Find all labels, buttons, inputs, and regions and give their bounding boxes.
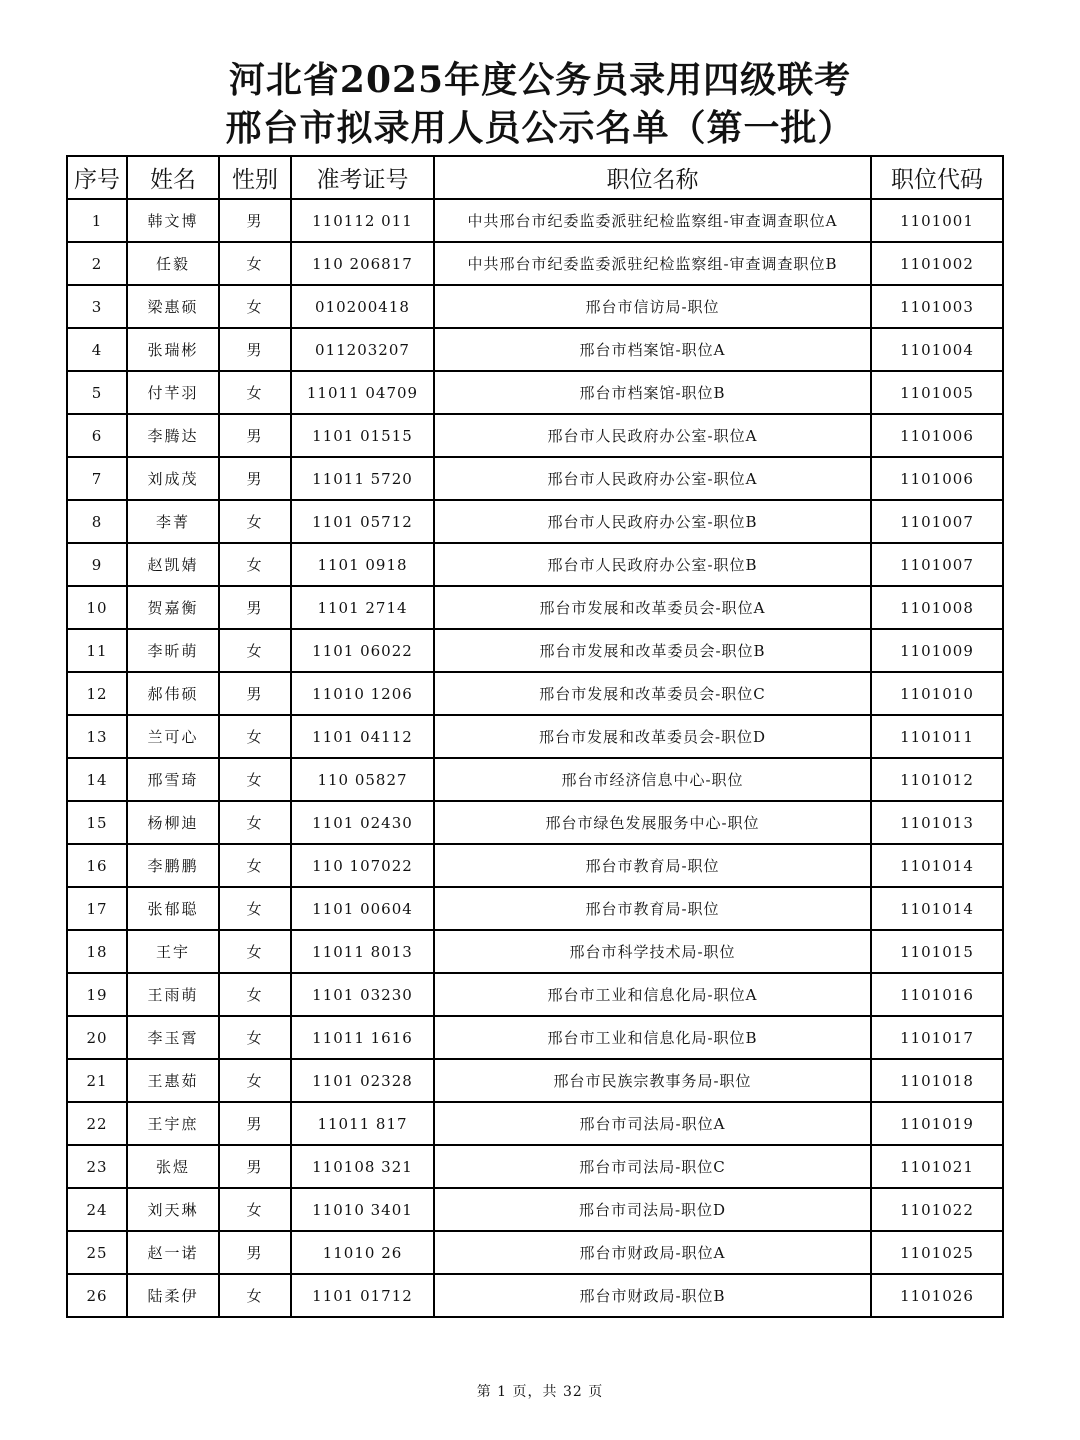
cell-position-code: 1101007 xyxy=(871,543,1003,586)
cell-serial-number: 15 xyxy=(67,801,127,844)
cell-serial-number: 22 xyxy=(67,1102,127,1145)
cell-gender: 女 xyxy=(219,758,291,801)
cell-position-code: 1101003 xyxy=(871,285,1003,328)
cell-gender: 男 xyxy=(219,457,291,500)
cell-position-name: 邢台市人民政府办公室-职位A xyxy=(434,457,871,500)
document-title-line-2: 邢台市拟录用人员公示名单（第一批） xyxy=(225,107,855,149)
cell-name: 李腾达 xyxy=(127,414,219,457)
cell-ticket-number: 11011 8013 xyxy=(291,930,434,973)
cell-ticket-number: 010200418 xyxy=(291,285,434,328)
applicant-table xyxy=(66,155,1004,1318)
cell-ticket-number: 11010 26 xyxy=(291,1231,434,1274)
table-row xyxy=(67,1102,1003,1145)
cell-serial-number: 8 xyxy=(67,500,127,543)
cell-position-code: 1101025 xyxy=(871,1231,1003,1274)
cell-position-code: 1101015 xyxy=(871,930,1003,973)
cell-position-name: 邢台市教育局-职位 xyxy=(434,844,871,887)
cell-ticket-number: 1101 04112 xyxy=(291,715,434,758)
cell-ticket-number: 1101 0918 xyxy=(291,543,434,586)
cell-position-name: 邢台市科学技术局-职位 xyxy=(434,930,871,973)
cell-position-name: 中共邢台市纪委监委派驻纪检监察组-审查调查职位B xyxy=(434,242,871,285)
cell-gender: 女 xyxy=(219,500,291,543)
cell-position-code: 1101014 xyxy=(871,844,1003,887)
cell-name: 邢雪琦 xyxy=(127,758,219,801)
cell-ticket-number: 1101 00604 xyxy=(291,887,434,930)
cell-name: 李菁 xyxy=(127,500,219,543)
cell-position-name: 邢台市司法局-职位A xyxy=(434,1102,871,1145)
table-row xyxy=(67,715,1003,758)
cell-position-code: 1101011 xyxy=(871,715,1003,758)
cell-gender: 女 xyxy=(219,844,291,887)
cell-name: 王宇庶 xyxy=(127,1102,219,1145)
cell-serial-number: 10 xyxy=(67,586,127,629)
cell-position-name: 邢台市人民政府办公室-职位B xyxy=(434,500,871,543)
cell-gender: 女 xyxy=(219,285,291,328)
cell-name: 王宇 xyxy=(127,930,219,973)
cell-gender: 男 xyxy=(219,586,291,629)
header-gender: 性别 xyxy=(219,156,291,199)
cell-serial-number: 19 xyxy=(67,973,127,1016)
cell-position-name: 邢台市经济信息中心-职位 xyxy=(434,758,871,801)
cell-gender: 女 xyxy=(219,1059,291,1102)
cell-position-code: 1101013 xyxy=(871,801,1003,844)
cell-name: 张郁聪 xyxy=(127,887,219,930)
cell-serial-number: 26 xyxy=(67,1274,127,1317)
cell-name: 李昕萌 xyxy=(127,629,219,672)
cell-ticket-number: 11011 5720 xyxy=(291,457,434,500)
cell-name: 韩文博 xyxy=(127,199,219,242)
cell-gender: 女 xyxy=(219,1016,291,1059)
cell-serial-number: 1 xyxy=(67,199,127,242)
cell-name: 李鹏鹏 xyxy=(127,844,219,887)
cell-position-name: 邢台市发展和改革委员会-职位C xyxy=(434,672,871,715)
cell-position-code: 1101010 xyxy=(871,672,1003,715)
cell-position-code: 1101006 xyxy=(871,457,1003,500)
cell-serial-number: 7 xyxy=(67,457,127,500)
table-row xyxy=(67,199,1003,242)
table-header xyxy=(67,156,1003,199)
cell-serial-number: 18 xyxy=(67,930,127,973)
cell-ticket-number: 110 107022 xyxy=(291,844,434,887)
cell-serial-number: 21 xyxy=(67,1059,127,1102)
table-row xyxy=(67,629,1003,672)
cell-position-code: 1101008 xyxy=(871,586,1003,629)
cell-name: 杨柳迪 xyxy=(127,801,219,844)
cell-name: 任毅 xyxy=(127,242,219,285)
header-name: 姓名 xyxy=(127,156,219,199)
cell-position-name: 邢台市档案馆-职位A xyxy=(434,328,871,371)
cell-gender: 女 xyxy=(219,543,291,586)
cell-name: 赵凯婧 xyxy=(127,543,219,586)
cell-position-name: 邢台市司法局-职位D xyxy=(434,1188,871,1231)
table-row xyxy=(67,1145,1003,1188)
cell-ticket-number: 1101 01712 xyxy=(291,1274,434,1317)
cell-serial-number: 5 xyxy=(67,371,127,414)
cell-position-name: 邢台市绿色发展服务中心-职位 xyxy=(434,801,871,844)
cell-ticket-number: 1101 02328 xyxy=(291,1059,434,1102)
table-row xyxy=(67,672,1003,715)
cell-name: 贺嘉衡 xyxy=(127,586,219,629)
cell-gender: 男 xyxy=(219,672,291,715)
cell-gender: 女 xyxy=(219,801,291,844)
cell-position-code: 1101022 xyxy=(871,1188,1003,1231)
cell-name: 刘天琳 xyxy=(127,1188,219,1231)
cell-gender: 女 xyxy=(219,629,291,672)
cell-serial-number: 13 xyxy=(67,715,127,758)
table-row xyxy=(67,1016,1003,1059)
header-position-name: 职位名称 xyxy=(434,156,871,199)
cell-name: 王雨萌 xyxy=(127,973,219,1016)
cell-serial-number: 4 xyxy=(67,328,127,371)
cell-serial-number: 16 xyxy=(67,844,127,887)
page-footer: 第 1 页，共 32 页 xyxy=(476,1384,604,1400)
table-row xyxy=(67,758,1003,801)
cell-gender: 男 xyxy=(219,1102,291,1145)
cell-position-name: 邢台市工业和信息化局-职位A xyxy=(434,973,871,1016)
cell-position-code: 1101007 xyxy=(871,500,1003,543)
cell-gender: 女 xyxy=(219,242,291,285)
table-row xyxy=(67,1188,1003,1231)
table-row xyxy=(67,285,1003,328)
table-row xyxy=(67,586,1003,629)
table-row xyxy=(67,1059,1003,1102)
header-position-code: 职位代码 xyxy=(871,156,1003,199)
cell-position-code: 1101017 xyxy=(871,1016,1003,1059)
cell-position-code: 1101002 xyxy=(871,242,1003,285)
cell-position-name: 邢台市信访局-职位 xyxy=(434,285,871,328)
cell-position-code: 1101009 xyxy=(871,629,1003,672)
cell-position-name: 邢台市民族宗教事务局-职位 xyxy=(434,1059,871,1102)
table-body xyxy=(67,199,1003,1317)
cell-name: 王惠茹 xyxy=(127,1059,219,1102)
cell-gender: 男 xyxy=(219,414,291,457)
cell-ticket-number: 1101 2714 xyxy=(291,586,434,629)
cell-ticket-number: 1101 02430 xyxy=(291,801,434,844)
header-ticket-number: 准考证号 xyxy=(291,156,434,199)
cell-serial-number: 6 xyxy=(67,414,127,457)
cell-position-name: 中共邢台市纪委监委派驻纪检监察组-审查调查职位A xyxy=(434,199,871,242)
table-row xyxy=(67,844,1003,887)
cell-serial-number: 25 xyxy=(67,1231,127,1274)
table-row xyxy=(67,801,1003,844)
cell-position-name: 邢台市工业和信息化局-职位B xyxy=(434,1016,871,1059)
cell-position-name: 邢台市发展和改革委员会-职位A xyxy=(434,586,871,629)
cell-name: 张煜 xyxy=(127,1145,219,1188)
cell-gender: 男 xyxy=(219,1231,291,1274)
cell-position-code: 1101004 xyxy=(871,328,1003,371)
table-row xyxy=(67,371,1003,414)
cell-gender: 男 xyxy=(219,199,291,242)
cell-gender: 女 xyxy=(219,887,291,930)
cell-position-name: 邢台市发展和改革委员会-职位D xyxy=(434,715,871,758)
cell-position-name: 邢台市人民政府办公室-职位A xyxy=(434,414,871,457)
cell-gender: 女 xyxy=(219,371,291,414)
cell-gender: 女 xyxy=(219,930,291,973)
table-row xyxy=(67,973,1003,1016)
cell-position-code: 1101016 xyxy=(871,973,1003,1016)
cell-position-code: 1101005 xyxy=(871,371,1003,414)
cell-serial-number: 24 xyxy=(67,1188,127,1231)
cell-name: 李玉霄 xyxy=(127,1016,219,1059)
cell-serial-number: 9 xyxy=(67,543,127,586)
cell-position-code: 1101018 xyxy=(871,1059,1003,1102)
cell-position-code: 1101012 xyxy=(871,758,1003,801)
cell-name: 张瑞彬 xyxy=(127,328,219,371)
header-serial-number: 序号 xyxy=(67,156,127,199)
cell-position-name: 邢台市司法局-职位C xyxy=(434,1145,871,1188)
table-row xyxy=(67,457,1003,500)
cell-ticket-number: 110108 321 xyxy=(291,1145,434,1188)
table-row xyxy=(67,500,1003,543)
cell-position-code: 1101001 xyxy=(871,199,1003,242)
cell-serial-number: 23 xyxy=(67,1145,127,1188)
cell-ticket-number: 110 206817 xyxy=(291,242,434,285)
cell-ticket-number: 011203207 xyxy=(291,328,434,371)
cell-name: 刘成茂 xyxy=(127,457,219,500)
cell-ticket-number: 11010 3401 xyxy=(291,1188,434,1231)
table-row xyxy=(67,242,1003,285)
cell-ticket-number: 11011 817 xyxy=(291,1102,434,1145)
cell-ticket-number: 11011 1616 xyxy=(291,1016,434,1059)
cell-gender: 女 xyxy=(219,1188,291,1231)
cell-gender: 男 xyxy=(219,328,291,371)
cell-serial-number: 12 xyxy=(67,672,127,715)
cell-gender: 女 xyxy=(219,1274,291,1317)
cell-name: 陆柔伊 xyxy=(127,1274,219,1317)
cell-position-code: 1101014 xyxy=(871,887,1003,930)
table-row xyxy=(67,414,1003,457)
document-title-line-1: 河北省2025年度公务员录用四级联考 xyxy=(228,59,852,101)
cell-serial-number: 20 xyxy=(67,1016,127,1059)
cell-gender: 女 xyxy=(219,973,291,1016)
table-row xyxy=(67,930,1003,973)
cell-ticket-number: 110 05827 xyxy=(291,758,434,801)
cell-position-name: 邢台市人民政府办公室-职位B xyxy=(434,543,871,586)
cell-name: 兰可心 xyxy=(127,715,219,758)
cell-serial-number: 11 xyxy=(67,629,127,672)
cell-name: 付芊羽 xyxy=(127,371,219,414)
cell-serial-number: 2 xyxy=(67,242,127,285)
table-row xyxy=(67,328,1003,371)
cell-ticket-number: 11011 04709 xyxy=(291,371,434,414)
cell-ticket-number: 1101 03230 xyxy=(291,973,434,1016)
cell-serial-number: 17 xyxy=(67,887,127,930)
cell-gender: 男 xyxy=(219,1145,291,1188)
cell-name: 梁惠硕 xyxy=(127,285,219,328)
cell-ticket-number: 1101 05712 xyxy=(291,500,434,543)
cell-position-name: 邢台市财政局-职位B xyxy=(434,1274,871,1317)
cell-name: 赵一诺 xyxy=(127,1231,219,1274)
cell-ticket-number: 1101 01515 xyxy=(291,414,434,457)
cell-position-name: 邢台市财政局-职位A xyxy=(434,1231,871,1274)
cell-position-name: 邢台市档案馆-职位B xyxy=(434,371,871,414)
cell-position-code: 1101006 xyxy=(871,414,1003,457)
table-row xyxy=(67,1274,1003,1317)
table-row xyxy=(67,887,1003,930)
cell-ticket-number: 110112 011 xyxy=(291,199,434,242)
cell-name: 郝伟硕 xyxy=(127,672,219,715)
cell-position-name: 邢台市发展和改革委员会-职位B xyxy=(434,629,871,672)
cell-position-name: 邢台市教育局-职位 xyxy=(434,887,871,930)
table-row xyxy=(67,1231,1003,1274)
table-row xyxy=(67,543,1003,586)
header-row xyxy=(67,156,1003,199)
cell-position-code: 1101026 xyxy=(871,1274,1003,1317)
cell-position-code: 1101021 xyxy=(871,1145,1003,1188)
cell-ticket-number: 1101 06022 xyxy=(291,629,434,672)
cell-serial-number: 14 xyxy=(67,758,127,801)
cell-gender: 女 xyxy=(219,715,291,758)
cell-ticket-number: 11010 1206 xyxy=(291,672,434,715)
cell-serial-number: 3 xyxy=(67,285,127,328)
cell-position-code: 1101019 xyxy=(871,1102,1003,1145)
